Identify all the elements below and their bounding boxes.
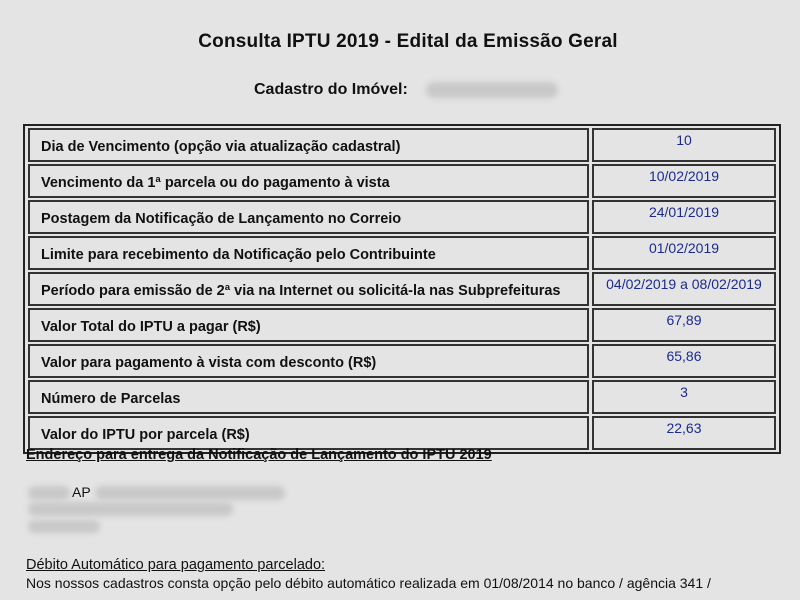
row-label: Valor Total do IPTU a pagar (R$): [28, 308, 589, 342]
debito-automatico-text: Nos nossos cadastros consta opção pelo débito automático realizada em 01/08/2014 no banco / agência 341 /: [26, 575, 711, 591]
endereco-title: Endereço para entrega da Notificação de Lançamento do IPTU 2019: [26, 447, 492, 463]
row-value: 10/02/2019: [592, 164, 776, 198]
redacted-cadastro-number: [426, 82, 558, 98]
iptu-info-table: [23, 124, 781, 454]
row-label: Número de Parcelas: [28, 380, 589, 414]
row-label: Valor para pagamento à vista com desconto (R$): [28, 344, 589, 378]
cadastro-label: Cadastro do Imóvel:: [254, 81, 408, 98]
row-value: 01/02/2019: [592, 236, 776, 270]
row-label: Postagem da Notificação de Lançamento no Correio: [28, 200, 589, 234]
table-row: [28, 308, 776, 342]
row-value: 22,63: [592, 416, 776, 450]
row-label: Dia de Vencimento (opção via atualização cadastral): [28, 128, 589, 162]
address-line-2: [28, 502, 233, 521]
row-value: 04/02/2019 a 08/02/2019: [592, 272, 776, 306]
table-row: [28, 128, 776, 162]
row-label: Valor do IPTU por parcela (R$): [28, 416, 589, 450]
cadastro-imovel: [254, 81, 558, 99]
address-line-3: [28, 520, 100, 538]
row-value: 65,86: [592, 344, 776, 378]
table-row: [28, 344, 776, 378]
row-label: Período para emissão de 2ª via na Internet ou solicitá-la nas Subprefeituras: [28, 272, 589, 306]
row-label: Limite para recebimento da Notificação pelo Contribuinte: [28, 236, 589, 270]
table-row: [28, 164, 776, 198]
redacted-address-part: [28, 486, 70, 500]
table-row: [28, 416, 776, 450]
row-value: 67,89: [592, 308, 776, 342]
table-row: [28, 200, 776, 234]
row-label: Vencimento da 1ª parcela ou do pagamento à vista: [28, 164, 589, 198]
table-row: [28, 380, 776, 414]
address-line-1: [28, 484, 285, 500]
redacted-address-part: [28, 502, 233, 516]
address-ap-label: AP: [72, 484, 91, 500]
redacted-address-part: [95, 486, 285, 500]
table-row: [28, 236, 776, 270]
table-row: [28, 272, 776, 306]
row-value: 24/01/2019: [592, 200, 776, 234]
row-value: 10: [592, 128, 776, 162]
row-value: 3: [592, 380, 776, 414]
redacted-address-part: [28, 520, 100, 533]
page-title: Consulta IPTU 2019 - Edital da Emissão Geral: [198, 31, 618, 52]
debito-automatico-title: Débito Automático para pagamento parcelado:: [26, 557, 326, 573]
